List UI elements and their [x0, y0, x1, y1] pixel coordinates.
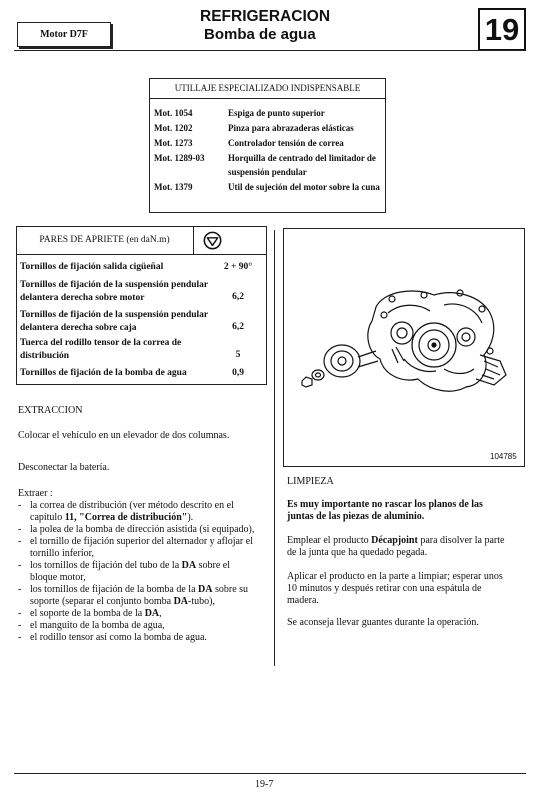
list-item: - la correa de distribución (ver método descrito en el capítulo 11, "Correa de distribución"). [18, 500, 234, 523]
limpieza-paragraph: Emplear el producto Décapjoint para disolver la parte de la junta que ha quedado pegada. [287, 535, 505, 558]
list-item: - el manguito de la bomba de agua, [18, 620, 165, 631]
list-item: - la polea de la bomba de dirección asistida (si equipado), [18, 524, 255, 535]
page-title: REFRIGERACION [200, 8, 331, 25]
torque-item: Tornillos de fijación salida cigüeñal [20, 262, 164, 272]
section-number: 19 [478, 8, 526, 51]
page-subtitle: Bomba de agua [204, 26, 316, 43]
tool-code: Mot. 1289-03 [154, 153, 205, 163]
tool-desc: Controlador tensión de correa [228, 138, 344, 148]
water-pump-figure [283, 228, 525, 467]
extraccion-paragraph: Colocar el vehículo en un elevador de dos columnas. [18, 430, 230, 441]
torque-item: Tornillos de fijación de la suspensión pendular delantera derecha sobre caja [20, 310, 208, 333]
limpieza-paragraph: Se aconseja llevar guantes durante la operación. [287, 617, 479, 628]
extraer-list [18, 500, 258, 644]
column-divider [274, 230, 275, 666]
tool-code: Mot. 1054 [154, 108, 193, 118]
torque-item: Tornillos de fijación de la suspensión pendular delantera derecha sobre motor [20, 280, 208, 303]
torque-heading: PARES DE APRIETE (en daN.m) [39, 235, 170, 245]
figure-number: 104785 [490, 452, 517, 461]
header-rule [14, 50, 526, 51]
torque-table [16, 226, 267, 385]
extraccion-heading: EXTRACCION [18, 405, 83, 416]
footer-rule [14, 773, 526, 774]
page-number: 19-7 [255, 779, 274, 790]
extraccion-paragraph: Desconectar la batería. [18, 462, 110, 473]
tools-heading: UTILLAJE ESPECIALIZADO INDISPENSABLE [150, 79, 385, 99]
water-pump-illustration [284, 229, 524, 466]
torque-value: 5 [235, 350, 241, 360]
tool-code: Mot. 1273 [154, 138, 193, 148]
tool-desc: Horquilla de centrado del limitador de suspensión pendular [228, 153, 376, 177]
list-item: - el soporte de la bomba de la DA, [18, 608, 162, 619]
limpieza-warning: Es muy importante no rascar los planos de las juntas de las piezas de aluminio. [287, 499, 483, 522]
torque-value: 0,9 [232, 368, 244, 378]
tool-desc: Util de sujeción del motor sobre la cuna [228, 182, 380, 192]
tool-desc: Espiga de punto superior [228, 108, 325, 118]
list-item: - el tornillo de fijación superior del alternador y aflojar el tornillo inferior, [18, 536, 253, 559]
torque-item: Tuerca del rodillo tensor de la correa de distribución [20, 338, 182, 361]
list-item: - los tornillos de fijación del tubo de la DA sobre el bloque motor, [18, 560, 230, 583]
list-item: - el rodillo tensor así como la bomba de agua. [18, 632, 207, 643]
torque-value: 6,2 [232, 292, 244, 302]
limpieza-paragraph: Aplicar el producto en la parte a limpiar; esperar unos 10 minutos y después retirar con una espátula de madera. [287, 571, 503, 606]
limpieza-heading: LIMPIEZA [287, 476, 334, 487]
special-tools-table [149, 78, 386, 213]
tool-code: Mot. 1202 [154, 123, 193, 133]
torque-header [17, 227, 266, 255]
list-item: - los tornillos de fijación de la bomba de la DA sobre su soporte (separar el conjunto bomba DA-tubo), [18, 584, 249, 607]
torque-value: 6,2 [232, 322, 244, 332]
extraer-label: Extraer : [18, 488, 53, 499]
tool-code: Mot. 1379 [154, 182, 193, 192]
torque-wrench-icon [203, 231, 222, 250]
tool-desc: Pinza para abrazaderas elásticas [228, 123, 354, 133]
torque-value: 2 + 90° [223, 262, 253, 272]
divider [193, 227, 194, 254]
torque-item: Tornillos de fijación de la bomba de agua [20, 368, 187, 378]
engine-label: Motor D7F [17, 22, 111, 47]
